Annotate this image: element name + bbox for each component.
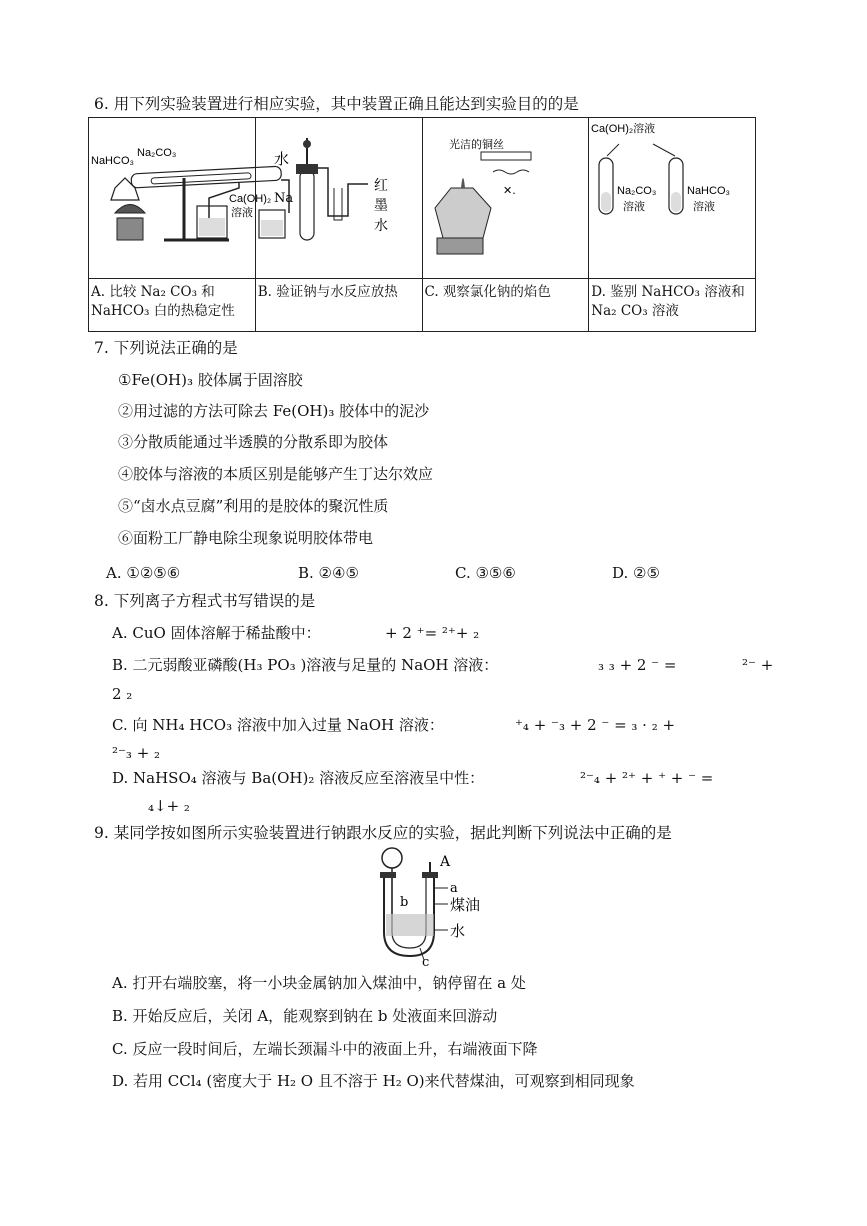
label-shui2: 水 xyxy=(373,218,388,234)
label-na: Na xyxy=(273,191,293,206)
label-caoh2-solution: Ca(OH)₂溶液 xyxy=(591,123,656,135)
label-A: A xyxy=(440,854,451,870)
q8-option-b-equation-end: ²⁻ + xyxy=(742,656,774,674)
svg-text:✕.: ✕. xyxy=(502,184,516,197)
q9-option-d: D. 若用 CCl₄ (密度大于 H₂ O 且不溶于 H₂ O)来代替煤油，可观察到相同现象 xyxy=(112,1072,635,1090)
flame-test-figure xyxy=(423,118,563,276)
q8-option-c-equation: ⁺₄ + ⁻₃ + 2 ⁻ = ₃ · ₂ + xyxy=(515,716,676,734)
q6-option-a: A. 比较 Na₂ CO₃ 和 NaHCO₃ 白的热稳定性 xyxy=(89,279,256,332)
test-tube-figure xyxy=(589,118,752,276)
label-nahco3: NaHCO₃ xyxy=(91,155,134,167)
q6-option-c: C. 观察氯化钠的焰色 xyxy=(422,279,589,332)
label-c: c xyxy=(422,955,430,968)
label-b: b xyxy=(400,895,409,910)
q7-item-5: ⑤“卤水点豆腐”利用的是胶体的聚沉性质 xyxy=(118,497,389,515)
label-solution: 溶液 xyxy=(231,207,253,219)
q8-option-d-equation: ²⁻₄ + ²⁺ + ⁺ + ⁻ = xyxy=(580,769,714,787)
q7-item-4: ④胶体与溶液的本质区别是能够产生丁达尔效应 xyxy=(118,465,434,483)
q7-item-2: ②用过滤的方法可除去 Fe(OH)₃ 胶体中的泥沙 xyxy=(118,402,430,420)
q7-choice-b: B. ②④⑤ xyxy=(298,564,359,582)
q8-option-d-tail: ₄↓+ ₂ xyxy=(148,797,190,815)
q9-stem: 9. 某同学按如图所示实验装置进行钠跟水反应的实验，据此判断下列说法中正确的是 xyxy=(94,824,672,842)
label-copper-wire: 光洁的铜丝 xyxy=(448,139,504,151)
q8-option-a: A. CuO 固体溶解于稀盐酸中： xyxy=(112,624,321,642)
q7-choice-a: A. ①②⑤⑥ xyxy=(106,564,181,582)
q8-option-b-equation: ₃ ₃ + 2 ⁻ = xyxy=(598,656,677,674)
q6-figure-b xyxy=(255,118,422,279)
q6-stem: 6. 用下列实验装置进行相应实验，其中装置正确且能达到实验目的的是 xyxy=(94,95,579,113)
label-nahco3-d: NaHCO₃ xyxy=(687,185,731,197)
q6-figure-a xyxy=(89,118,272,279)
label-hong: 红 xyxy=(373,178,388,194)
q8-option-a-equation: + 2 ⁺= ²⁺+ ₂ xyxy=(385,624,480,642)
q6-option-d: D. 鉴别 NaHCO₃ 溶液和 Na₂ CO₃ 溶液 xyxy=(589,279,756,332)
q8-option-b: B. 二元弱酸亚磷酸(H₃ PO₃ )溶液与足量的 NaOH 溶液： xyxy=(112,656,499,674)
q7-item-3: ③分散质能通过半透膜的分散系即为胶体 xyxy=(118,433,389,451)
q6-experiment-table xyxy=(88,117,756,332)
label-solution-d2: 溶液 xyxy=(693,201,716,213)
q9-option-a: A. 打开右端胶塞，将一小块金属钠加入煤油中，钠停留在 a 处 xyxy=(112,974,526,992)
q8-stem: 8. 下列离子方程式书写错误的是 xyxy=(94,592,316,610)
q8-option-b-tail: 2 ₂ xyxy=(112,685,133,703)
q8-option-c: C. 向 NH₄ HCO₃ 溶液中加入过量 NaOH 溶液： xyxy=(112,716,444,734)
label-caoh2: Ca(OH)₂ xyxy=(229,193,272,205)
u-tube-figure xyxy=(370,844,490,968)
sodium-water-figure xyxy=(256,118,411,276)
q7-stem: 7. 下列说法正确的是 xyxy=(94,339,238,357)
q7-item-1: ①Fe(OH)₃ 胶体属于固溶胶 xyxy=(118,371,303,389)
q6-figure-d xyxy=(589,118,756,279)
label-mo: 墨 xyxy=(373,198,388,214)
q6-figure-c xyxy=(422,118,589,279)
label-water-u: 水 xyxy=(450,922,466,940)
label-water: 水 xyxy=(273,150,289,168)
q9-option-b: B. 开始反应后，关闭 A，能观察到钠在 b 处液面来回游动 xyxy=(112,1007,498,1025)
q7-item-6: ⑥面粉工厂静电除尘现象说明胶体带电 xyxy=(118,529,374,547)
q9-option-c: C. 反应一段时间后，左端长颈漏斗中的液面上升，右端液面下降 xyxy=(112,1040,538,1058)
q8-option-c-tail: ²⁻₃ + ₂ xyxy=(112,744,161,762)
q8-option-d: D. NaHSO₄ 溶液与 Ba(OH)₂ 溶液反应至溶液呈中性： xyxy=(112,769,485,787)
label-na2co3: Na₂CO₃ xyxy=(137,147,177,159)
label-solution-d1: 溶液 xyxy=(623,201,646,213)
label-a: a xyxy=(450,881,458,896)
q7-choice-c: C. ③⑤⑥ xyxy=(455,564,516,582)
q7-choice-d: D. ②⑤ xyxy=(612,564,660,582)
label-na2co3-d: Na₂CO₃ xyxy=(617,185,657,197)
label-kerosene: 煤油 xyxy=(450,896,481,914)
q6-option-b: B. 验证钠与水反应放热 xyxy=(255,279,422,332)
